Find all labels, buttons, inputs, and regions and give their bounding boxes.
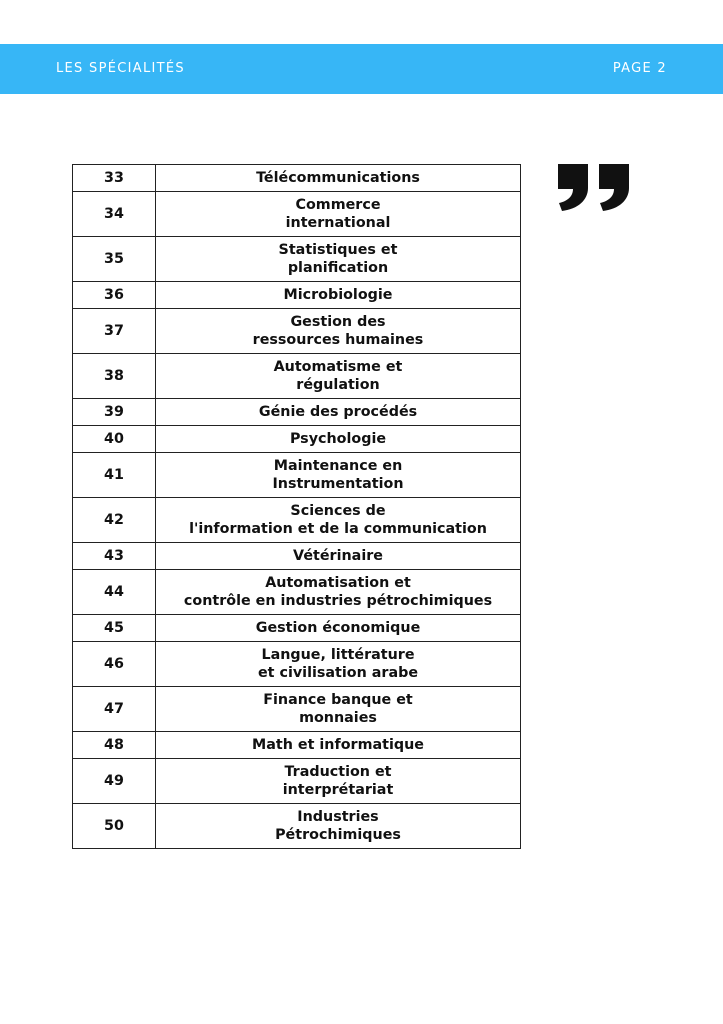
specialty-name-cell bbox=[156, 282, 521, 309]
specialty-name-cell bbox=[156, 615, 521, 642]
table-row bbox=[73, 570, 521, 615]
specialty-number: 37 bbox=[73, 309, 156, 354]
specialty-name-cell bbox=[156, 732, 521, 759]
table-row bbox=[73, 192, 521, 237]
specialty-number: 38 bbox=[73, 354, 156, 399]
table-row bbox=[73, 759, 521, 804]
table-row bbox=[73, 615, 521, 642]
page-number: PAGE 2 bbox=[612, 61, 667, 76]
specialty-name: Automatisation et contrôle en industries pétrochimiques bbox=[183, 575, 493, 609]
specialty-name-cell bbox=[156, 309, 521, 354]
table-row bbox=[73, 237, 521, 282]
specialty-name: Commerce international bbox=[285, 197, 391, 231]
table-row bbox=[73, 498, 521, 543]
specialty-number: 41 bbox=[73, 453, 156, 498]
specialty-name: Statistiques et planification bbox=[278, 242, 398, 276]
specialty-number: 33 bbox=[73, 165, 156, 192]
specialty-number: 43 bbox=[73, 543, 156, 570]
specialty-number: 42 bbox=[73, 498, 156, 543]
table-row bbox=[73, 354, 521, 399]
table-row bbox=[73, 642, 521, 687]
specialty-name-cell bbox=[156, 642, 521, 687]
specialty-name-cell bbox=[156, 804, 521, 849]
specialty-name: Sciences de l'information et de la communication bbox=[189, 503, 487, 537]
specialty-number: 46 bbox=[73, 642, 156, 687]
specialty-number: 48 bbox=[73, 732, 156, 759]
table-row bbox=[73, 804, 521, 849]
specialty-number: 45 bbox=[73, 615, 156, 642]
specialty-name: Microbiologie bbox=[283, 287, 393, 303]
specialty-name: Automatisme et régulation bbox=[273, 359, 403, 393]
quote-mark-left bbox=[558, 164, 588, 211]
specialty-name-cell bbox=[156, 543, 521, 570]
specialty-name-cell bbox=[156, 453, 521, 498]
specialty-name: Industries Pétrochimiques bbox=[275, 809, 401, 843]
specialty-name-cell bbox=[156, 687, 521, 732]
specialty-name: Finance banque et monnaies bbox=[263, 692, 413, 726]
specialty-name: Gestion des ressources humaines bbox=[252, 314, 424, 348]
table-row bbox=[73, 453, 521, 498]
specialty-number: 50 bbox=[73, 804, 156, 849]
specialty-name: Télécommunications bbox=[256, 170, 420, 186]
table-row bbox=[73, 165, 521, 192]
specialty-name: Vétérinaire bbox=[293, 548, 383, 564]
specialties-table-body bbox=[73, 165, 521, 849]
specialty-name-cell bbox=[156, 354, 521, 399]
table-row bbox=[73, 282, 521, 309]
table-row bbox=[73, 732, 521, 759]
specialty-name: Psychologie bbox=[289, 431, 387, 447]
specialty-name-cell bbox=[156, 237, 521, 282]
specialty-name: Gestion économique bbox=[255, 620, 421, 636]
quote-mark-right bbox=[599, 164, 629, 211]
specialty-name-cell bbox=[156, 498, 521, 543]
specialty-number: 35 bbox=[73, 237, 156, 282]
specialty-name-cell bbox=[156, 399, 521, 426]
specialties-table bbox=[72, 164, 521, 849]
table-row bbox=[73, 687, 521, 732]
specialty-number: 36 bbox=[73, 282, 156, 309]
header-band bbox=[0, 44, 723, 94]
closing-quote-icon bbox=[556, 158, 636, 218]
specialty-name-cell bbox=[156, 192, 521, 237]
specialty-number: 47 bbox=[73, 687, 156, 732]
specialty-number: 34 bbox=[73, 192, 156, 237]
specialty-name-cell bbox=[156, 570, 521, 615]
table-row bbox=[73, 309, 521, 354]
specialty-number: 39 bbox=[73, 399, 156, 426]
table-row bbox=[73, 543, 521, 570]
specialty-name: Math et informatique bbox=[252, 737, 424, 753]
specialty-name: Langue, littérature et civilisation arabe bbox=[257, 647, 419, 681]
specialty-number: 44 bbox=[73, 570, 156, 615]
table-row bbox=[73, 399, 521, 426]
specialty-name: Traduction et interprétariat bbox=[282, 764, 394, 798]
specialty-name: Génie des procédés bbox=[258, 404, 418, 420]
section-title: LES SPÉCIALITÉS bbox=[56, 61, 185, 76]
specialty-name-cell bbox=[156, 165, 521, 192]
table-row bbox=[73, 426, 521, 453]
specialty-number: 40 bbox=[73, 426, 156, 453]
specialty-number: 49 bbox=[73, 759, 156, 804]
specialty-name-cell bbox=[156, 759, 521, 804]
specialty-name: Maintenance en Instrumentation bbox=[272, 458, 404, 492]
specialty-name-cell bbox=[156, 426, 521, 453]
